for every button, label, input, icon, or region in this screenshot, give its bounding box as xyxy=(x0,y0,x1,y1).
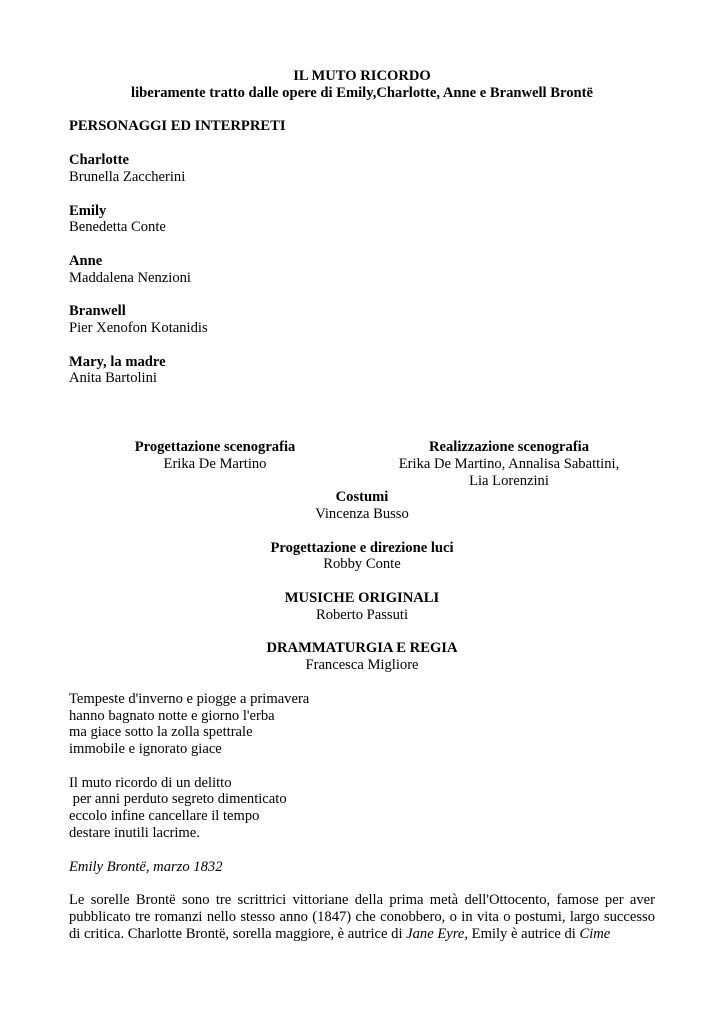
music-credit xyxy=(69,590,655,623)
set-credits-row xyxy=(69,439,655,489)
cast-role: Emily xyxy=(69,202,107,219)
credit-heading: Realizzazione scenografia xyxy=(428,439,590,456)
poem-signature: Emily Brontë, marzo 1832 xyxy=(69,858,223,875)
cast-role: Mary, la madre xyxy=(69,353,166,370)
credit-names: Vincenza Busso xyxy=(315,505,409,522)
set-realization-credit xyxy=(363,439,655,489)
poem-line: per anni perduto segreto dimenticato xyxy=(69,791,287,808)
poem-line: Il muto ricordo di un delitto xyxy=(69,774,232,791)
credit-heading: Progettazione scenografia xyxy=(134,439,296,456)
lights-credit xyxy=(69,540,655,573)
set-design-credit xyxy=(69,439,361,489)
paragraph-text: Le sorelle Brontë sono tre scrittrici vittoriane della prima metà dell'Ottocento, famose per aver pubblicato tre romanzi nello stesso anno (1847) che conobbero, o in vita o postumi, largo successo di critica. Charlotte Brontë, sorella maggiore, è autrice di xyxy=(69,892,655,942)
credit-heading: Progettazione e direzione luci xyxy=(270,539,454,556)
book-title: Jane Eyre xyxy=(406,925,465,942)
poem-line: hanno bagnato notte e giorno l'erba xyxy=(69,707,275,724)
paragraph-text: , Emily è autrice di xyxy=(464,925,580,942)
poem-stanza xyxy=(69,775,655,842)
cast-actor: Brunella Zaccherini xyxy=(69,168,186,185)
poem-stanza xyxy=(69,691,655,758)
cast-role: Anne xyxy=(69,252,103,269)
credit-heading: Costumi xyxy=(335,489,389,506)
cast-entry xyxy=(69,303,655,336)
cast-entry xyxy=(69,354,655,387)
poem-line: immobile e ignorato giace xyxy=(69,740,222,757)
credit-names: Erika De Martino xyxy=(163,455,267,472)
poem-line: ma giace sotto la zolla spettrale xyxy=(69,724,253,741)
poem-line: destare inutili lacrime. xyxy=(69,824,200,841)
cast-actor: Pier Xenofon Kotanidis xyxy=(69,320,208,337)
cast-heading: PERSONAGGI ED INTERPRETI xyxy=(69,118,286,135)
cast-actor: Benedetta Conte xyxy=(69,219,166,236)
cast-actor: Maddalena Nenzioni xyxy=(69,269,191,286)
credit-heading: DRAMMATURGIA E REGIA xyxy=(266,640,458,657)
cast-role: Charlotte xyxy=(69,152,129,169)
title-block xyxy=(69,68,655,101)
credit-names: Erika De Martino, Annalisa Sabattini, xyxy=(398,455,620,472)
credit-names: Francesca Migliore xyxy=(305,657,419,674)
direction-credit xyxy=(69,640,655,673)
cast-entry xyxy=(69,203,655,236)
play-subtitle: liberamente tratto dalle opere di Emily,Charlotte, Anne e Branwell Brontë xyxy=(131,84,593,101)
credit-names: Roberto Passuti xyxy=(315,606,409,623)
credit-heading: MUSICHE ORIGINALI xyxy=(284,590,440,607)
poem-line: eccolo infine cancellare il tempo xyxy=(69,808,260,825)
book-title: Cime xyxy=(579,925,611,942)
cast-entry xyxy=(69,253,655,286)
intro-paragraph xyxy=(69,892,655,942)
document-page xyxy=(69,68,655,942)
credit-names: Lia Lorenzini xyxy=(469,472,549,489)
costumes-credit xyxy=(69,489,655,522)
cast-list xyxy=(69,152,655,387)
cast-entry xyxy=(69,152,655,185)
play-title: IL MUTO RICORDO xyxy=(293,68,431,84)
credit-names: Robby Conte xyxy=(323,556,401,573)
cast-role: Branwell xyxy=(69,303,126,320)
cast-actor: Anita Bartolini xyxy=(69,370,157,387)
poem-line: Tempeste d'inverno e piogge a primavera xyxy=(69,690,310,707)
